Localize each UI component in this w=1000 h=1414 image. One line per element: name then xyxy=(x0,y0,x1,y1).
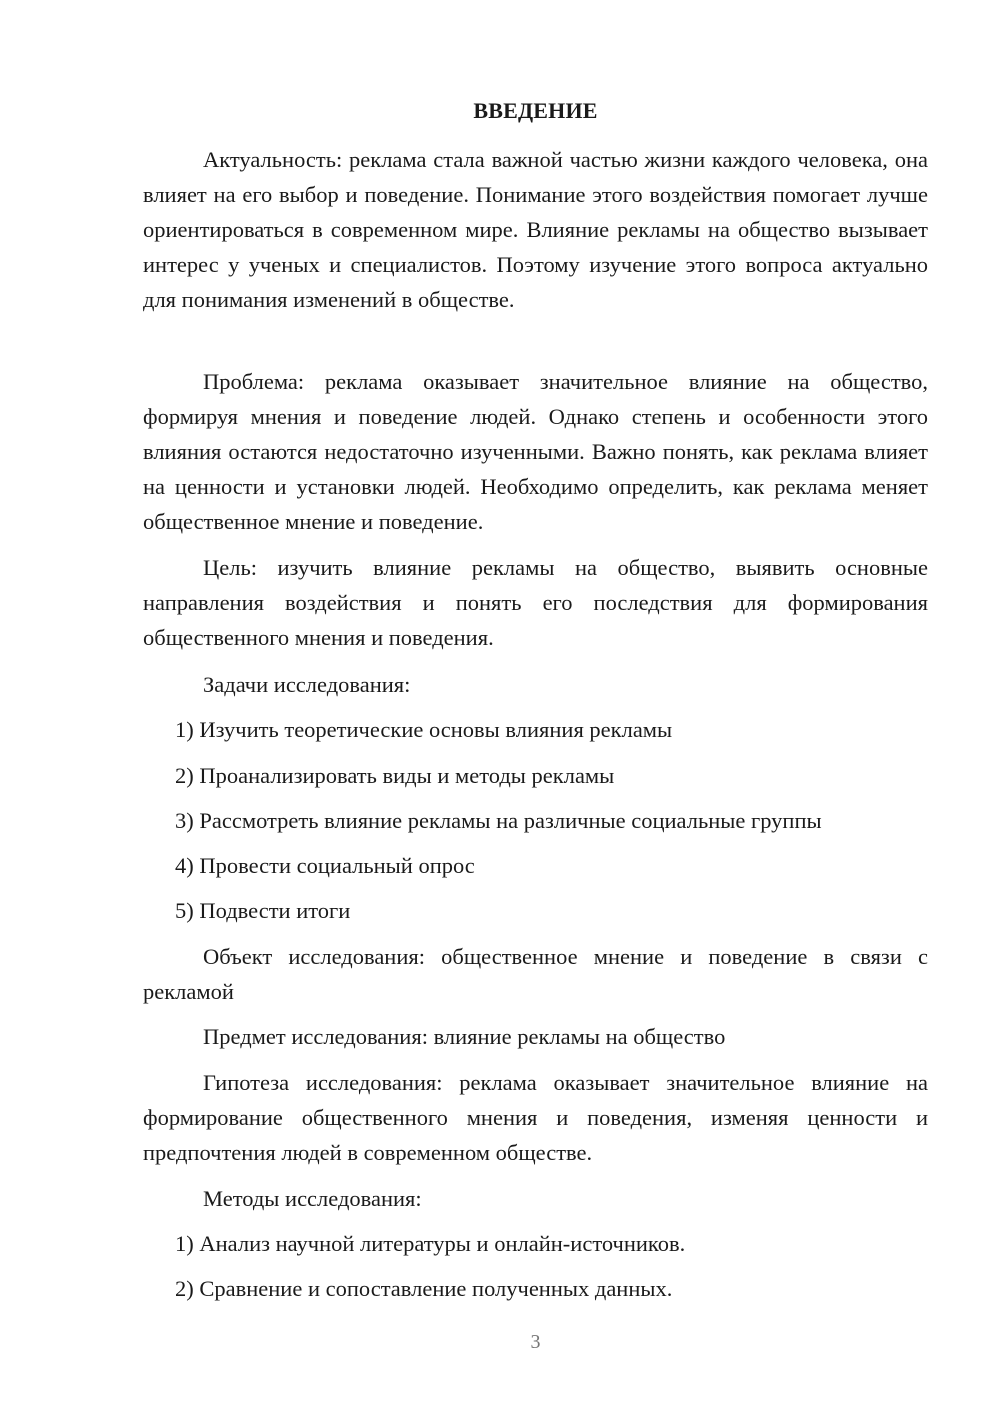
task-item-3: 3) Рассмотреть влияние рекламы на различные социальные группы xyxy=(175,808,822,833)
paragraph-goal: Цель: изучить влияние рекламы на общество, выявить основные направления воздействия и понять его последствия для формирования общественного мнения и поведения. xyxy=(143,555,928,650)
method-item-1: 1) Анализ научной литературы и онлайн-источников. xyxy=(175,1231,686,1256)
task-item-2: 2) Проанализировать виды и методы рекламы xyxy=(175,763,615,788)
task-item-4: 4) Провести социальный опрос xyxy=(175,853,475,878)
methods-heading: Методы исследования: xyxy=(203,1186,422,1211)
tasks-heading: Задачи исследования: xyxy=(203,672,411,697)
paragraph-problem: Проблема: реклама оказывает значительное влияние на общество, формируя мнения и поведение людей. Однако степень и особенности этого влияния остаются недостаточно изученными. Важно понять, как реклама влияет на ценности и установки людей. Необходимо определить, как реклама меняет общественное мнение и поведение. xyxy=(143,369,928,534)
page-number: 3 xyxy=(530,1331,541,1353)
paragraph-subject: Предмет исследования: влияние рекламы на общество xyxy=(203,1024,726,1049)
page-title: ВВЕДЕНИЕ xyxy=(473,98,598,123)
paragraph-object: Объект исследования: общественное мнение и поведение в связи с рекламой xyxy=(143,944,928,1004)
task-item-5: 5) Подвести итоги xyxy=(175,898,351,923)
paragraph-hypothesis: Гипотеза исследования: реклама оказывает значительное влияние на формирование общественного мнения и поведения, изменяя ценности и предпочтения людей в современном обществе. xyxy=(143,1070,928,1165)
document-page xyxy=(143,0,928,1414)
method-item-2: 2) Сравнение и сопоставление полученных данных. xyxy=(175,1276,673,1301)
task-item-1: 1) Изучить теоретические основы влияния рекламы xyxy=(175,717,673,742)
paragraph-relevance: Актуальность: реклама стала важной частью жизни каждого человека, она влияет на его выбор и поведение. Понимание этого воздействия помогает лучше ориентироваться в современном мире. Влияние рекламы на общество вызывает интерес у ученых и специалистов. Поэтому изучение этого вопроса актуально для понимания изменений в обществе. xyxy=(143,147,928,312)
